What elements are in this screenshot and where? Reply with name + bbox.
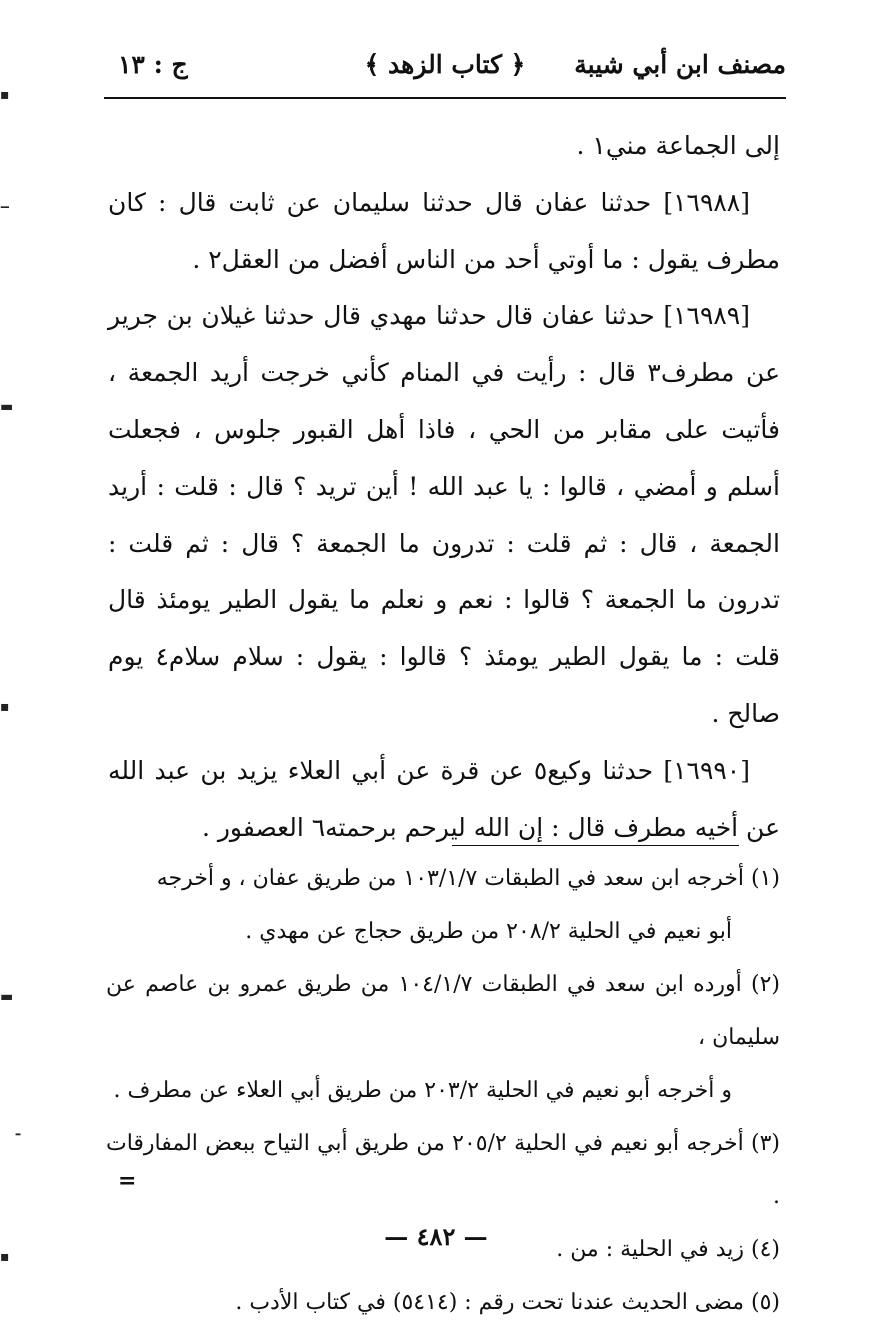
hadith-16988: [١٦٩٨٨] حدثنا عفان قال حدثنا سليمان عن ثابت قال : كان مطرف يقول : ما أوتي أحد من الناس أفضل من العقل٢ . (108, 187, 780, 274)
paragraph-continuation: إلى الجماعة مني١ . (576, 131, 780, 160)
scan-edge-mark: ▬ (0, 989, 14, 1005)
scan-edge-mark: ▪ (0, 699, 10, 715)
footnote-1: (١) أخرجه ابن سعد في الطبقات ١٠٣/١/٧ من طريق عفان ، و أخرجه (156, 866, 780, 891)
scan-edge-mark: ـ (16, 1123, 21, 1139)
main-text (108, 118, 780, 856)
page-number: — ٤٨٢ — (384, 1222, 488, 1251)
book-title: مصنف ابن أبي شيبة (574, 50, 786, 79)
scan-edge-mark: ▪ (0, 87, 10, 103)
footnote-2-continued: و أخرجه أبو نعيم في الحلية ٢٠٣/٢ من طريق أبي العلاء عن مطرف . (113, 1078, 732, 1103)
footnote-2: (٢) أورده ابن سعد في الطبقات ١٠٤/١/٧ من طريق عمرو بن عاصم عن سليمان ، (106, 972, 780, 1050)
volume-number: ج : ١٣ (118, 50, 188, 79)
footnote-1-continued: أبو نعيم في الحلية ٢٠٨/٢ من طريق حجاج عن مهدي . (245, 919, 732, 944)
continued-marker: = (118, 1168, 137, 1194)
header-rule (104, 97, 786, 99)
hadith-16990: [١٦٩٩٠] حدثنا وكيع٥ عن قرة عن أبي العلاء يزيد بن عبد الله عن أخيه مطرف قال : إن الله ليرحم برحمته٦ العصفور . (108, 755, 780, 842)
section-title: ﴿ كتاب الزهد ﴾ (364, 50, 526, 79)
footnote-5: (٥) مضى الحديث عندنا تحت رقم : (٥٤١٤) في كتاب الأدب . (235, 1290, 780, 1315)
footnote-3: (٣) أخرجه أبو نعيم في الحلية ٢٠٥/٢ من طريق أبي التياح ببعض المفارقات . (106, 1131, 780, 1209)
scan-edge-mark: ▪ (0, 1249, 10, 1265)
running-header (104, 50, 786, 96)
footnote-rule (452, 845, 739, 846)
hadith-16989: [١٦٩٨٩] حدثنا عفان قال حدثنا مهدي قال حدثنا غيلان بن جرير عن مطرف٣ قال : رأيت في المنام كأني خرجت أريد الجمعة ، فأتيت على مقابر من الحي ، فاذا أهل القبور جلوس ، فجعلت أسلم و أمضي ، قالوا : يا عبد الله ! أين تريد ؟ قال : قلت : أريد الجمعة ، قال : ثم قلت : تدرون ما الجمعة ؟ قال : ثم قلت : تدرون ما الجمعة ؟ قالوا : نعم و نعلم ما يقول الطير يومئذ قال قلت : ما يقول الطير يومئذ ؟ قالوا : يقول : سلام سلام٤ يوم صالح . (108, 301, 780, 728)
footnote-4: (٤) زيد في الحلية : من . (556, 1237, 780, 1262)
footnotes (106, 852, 780, 1329)
scan-edge-mark: ▬ (0, 399, 14, 415)
scan-edge-mark: ‒ (0, 199, 10, 215)
